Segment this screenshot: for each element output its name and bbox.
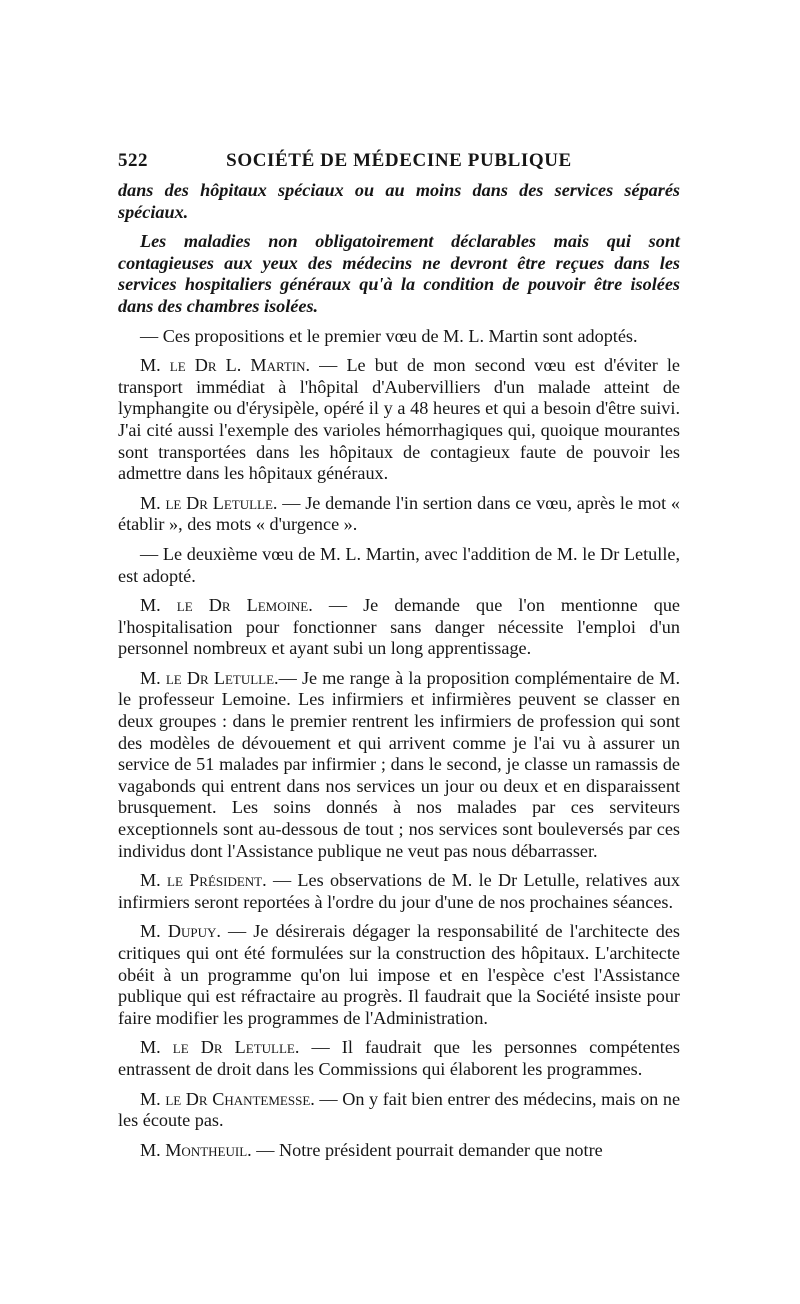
paragraph-12	[118, 1089, 680, 1132]
paragraph-text: Les maladies non obligatoirement déclarables mais qui sont contagieuses aux yeux des médecins ne devront être reçues dans les services hospitaliers généraux qu'à la condition de pouvoir être isolées dans des chambres isolées.	[118, 231, 680, 316]
paragraph-2	[118, 231, 680, 317]
paragraph-5	[118, 493, 680, 536]
speaker-name: M. le Dr L. Martin.	[140, 355, 311, 376]
page-number: 522	[118, 150, 148, 171]
paragraph-13	[118, 1140, 680, 1162]
paragraph-text: — Ces propositions et le premier vœu de M. L. Martin sont adoptés.	[140, 325, 638, 346]
paragraph-3	[118, 326, 680, 348]
speaker-name: M. le Dr Letulle.	[140, 1037, 300, 1058]
paragraph-9	[118, 870, 680, 913]
paragraph-text: — Le deuxième vœu de M. L. Martin, avec l'addition de M. le Dr Letulle, est adopté.	[118, 543, 680, 586]
running-head	[118, 150, 680, 174]
paragraph-text: — Je désirerais dégager la responsabilité de l'architecte des critiques qui ont été formulées sur la construction des hôpitaux. L'architecte obéit à un programme qu'on lui impose et en l'espèce c'est l'Assistance publique qui est réfractaire au progrès. Il faudrait que la Société insiste pour faire modifier les programmes de l'Administration.	[118, 921, 680, 1028]
paragraph-text: dans des hôpitaux spéciaux ou au moins dans des services séparés spéciaux.	[118, 180, 680, 222]
paragraph-1	[118, 180, 680, 223]
paragraph-4	[118, 355, 680, 485]
paragraph-text: — Il faudrait que les personnes compétentes entrassent de droit dans les Commissions qui élaborent les programmes.	[118, 1037, 681, 1079]
paragraph-text: — Je me range à la proposition complémentaire de M. le professeur Lemoine. Les infirmiers et infirmières peuvent se classer en deux groupes : dans le premier rentrent les infirmiers de profession qui sont des modèles de dévouement et qui arrivent comme je l'ai vu à assurer un service de 51 malades par infirmier ; dans le second, je classe un ramassis de vagabonds qui entrent dans nos services un jour ou deux et en disparaissent brusquement. Les soins donnés à nos malades par ces serviteurs exceptionnels sont au-dessous de tout ; nos services sont bouleversés par ces individus dont l'Assistance publique ne veut pas nous débarrasser.	[118, 667, 680, 861]
speaker-name: M. le Dr Letulle.	[140, 492, 278, 513]
speaker-name: M. le Dr Letulle.	[140, 667, 279, 688]
paragraph-text: — Je demande que l'on mentionne que l'hospitalisation pour fonctionner sans danger nécessite l'emploi d'un personnel nombreux et ayant subi un long apprentissage.	[118, 595, 681, 659]
speaker-name: M. Montheuil.	[140, 1139, 252, 1160]
paragraph-text: — On y fait bien entrer des médecins, mais on ne les écoute pas.	[118, 1088, 681, 1131]
paragraph-8	[118, 668, 680, 862]
paragraph-10	[118, 921, 680, 1029]
paragraph-text: — Le but de mon second vœu est d'éviter le transport immédiat à l'hôpital d'Aubervilliers d'un malade atteint de lymphangite ou d'érysipèle, opéré il y a 48 heures et qui a besoin d'être suivi. J'ai cité aussi l'exemple des varioles hémorrhagiques qui, quoique mourantes sont transportées dans les hôpitaux de contagieux faute de pouvoir les admettre dans les hôpitaux généraux.	[118, 355, 680, 484]
speaker-name: M. le Dr Chantemesse.	[140, 1088, 315, 1109]
paragraph-11	[118, 1037, 680, 1080]
paragraph-7	[118, 595, 680, 660]
paragraph-6	[118, 544, 680, 587]
body-text	[118, 180, 680, 1169]
speaker-name: M. le Dr Lemoine.	[140, 595, 313, 616]
speaker-name: M. le Président.	[140, 870, 267, 891]
running-title: SOCIÉTÉ DE MÉDECINE PUBLIQUE	[226, 150, 572, 171]
speaker-name: M. Dupuy.	[140, 921, 221, 942]
paragraph-text: — Notre président pourrait demander que notre	[251, 1139, 603, 1160]
paragraph-text: — Les observations de M. le Dr Letulle, relatives aux infirmiers seront reportées à l'ordre du jour d'une de nos prochaines séances.	[118, 870, 680, 912]
paragraph-text: — Je demande l'in sertion dans ce vœu, après le mot « établir », des mots « d'urgence ».	[118, 492, 680, 535]
